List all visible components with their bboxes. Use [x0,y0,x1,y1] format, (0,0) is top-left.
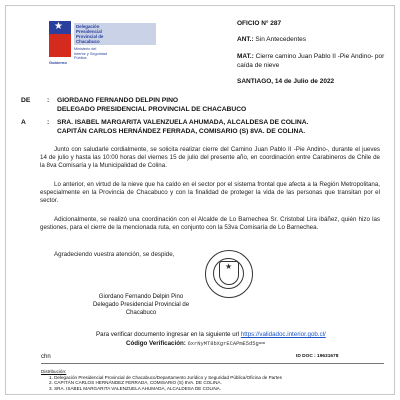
verification-code-line: Código Verificación: 6xrNyMT8bXgrECAPmE5d5g== [126,340,266,347]
sender-name: GIORDANO FERNANDO DELPIN PINO DELEGADO PRESIDENCIAL PROVINCIAL DE CHACABUCO [57,97,247,113]
distribution-item: 3. SRA. ISABEL MARGARITA VALENZUELA AHUMADA, ALCALDESA DE COLINA. [49,385,221,391]
logo-ministry-label: Ministerio del Interior y Seguridad Pública [74,47,108,60]
distribution-item: 2. CAPITÁN CARLOS HERNÁNDEZ FERRADA, COMISARIO (S) 8VA. DE COLINA. [49,380,222,386]
a-label: A [21,119,26,126]
verification-code: 6xrNyMT8bXgrECAPmE5d5g== [187,341,266,347]
logo-institution-label: Delegación Presidencial Provincial de Chacabuco [74,23,156,45]
document-page [5,5,395,395]
oficio-number: OFICIO N° 287 [237,20,282,27]
signer-name: Giordano Fernando Delpin Pino [98,294,184,300]
distribution-item: 1. Delegación Presidencial Provincial de Chacabuco/Departamento Jurídico y Seguridad Pública/Oficina de Partes [49,374,282,380]
distribution-list [41,369,381,391]
document-date: SANTIAGO, 14 de Julio de 2022 [237,78,335,85]
body-paragraph-4: Agradeciendo vuestra atención, se despide, [54,251,175,258]
official-seal-icon: ★ [205,250,253,298]
sender-block: DE : GIORDANO FERNANDO DELPIN PINO DELEGADO PRESIDENCIAL PROVINCIAL DE CHACABUCO [21,96,400,116]
de-label: DE [21,97,31,104]
recipient-names: SRA. ISABEL MARGARITA VALENZUELA AHUMADA, ALCALDESA DE COLINA. CAPITÁN CARLOS HERNÁNDEZ FERRADA, COMISARIO (S) 8VA. DE COLINA. [57,119,309,135]
body-paragraph-3: Adicionalmente, se realizó una coordinación con el Alcalde de Lo Barnechea Sr. Cristobal Lira ibáñez, quién hizo las gestiones, para el cierre de la mencionada ruta, en conjunto con la 53va Comisaría de Lo Barnechea. [40,216,380,231]
chile-flag-icon: ★ [49,21,71,57]
signature-block [91,293,191,317]
verification-url-link[interactable]: https://validadoc.interior.gob.cl/ [240,331,326,338]
verification-line: Para verificar documento ingresar en la siguiente url https://validadoc.interior.gob.cl/ [96,331,326,338]
antecedentes: ANT.: Sin Antecedentes [237,36,307,43]
footer-divider [41,363,384,364]
materia: MAT.: Cierre camino Juan Pablo II -Pie Andino- por caída de nieve [237,53,385,69]
logo-gobierno-label: Gobierno [49,60,67,65]
document-id: ID DOC : 19631678 [296,354,339,359]
signer-title: Delegado Presidencial Provincial de Chacabuco [92,302,190,316]
distribution-title: Distribución: [41,369,67,374]
body-paragraph-1: Junto con saludarle cordialmente, se solicita realizar cierre del Camino Juan Pablo II -Pie Andino-, durante el jueves 14 de julio y hasta las 10:00 horas del viernes 15 de julio del presente año, en coordinación entre Carabineros de Chile de la 8va Comisaría y la Municipalidad de Colina. [40,146,380,169]
body-paragraph-2: Lo anterior, en virtud de la nieve que ha caído en el sector por el sistema frontal que afecta a la Región Metropolitana, especialmente en la Provincia de Chacabuco y con la finalidad de proteger la vida de las personas que transitan por el sector. [40,181,380,204]
initials: chn [41,354,51,360]
government-logo [49,21,119,81]
recipient-block: A : SRA. ISABEL MARGARITA VALENZUELA AHUMADA, ALCALDESA DE COLINA. CAPITÁN CARLOS HERNÁNDEZ FERRADA, COMISARIO (S) 8VA. DE COLINA. [21,118,400,138]
